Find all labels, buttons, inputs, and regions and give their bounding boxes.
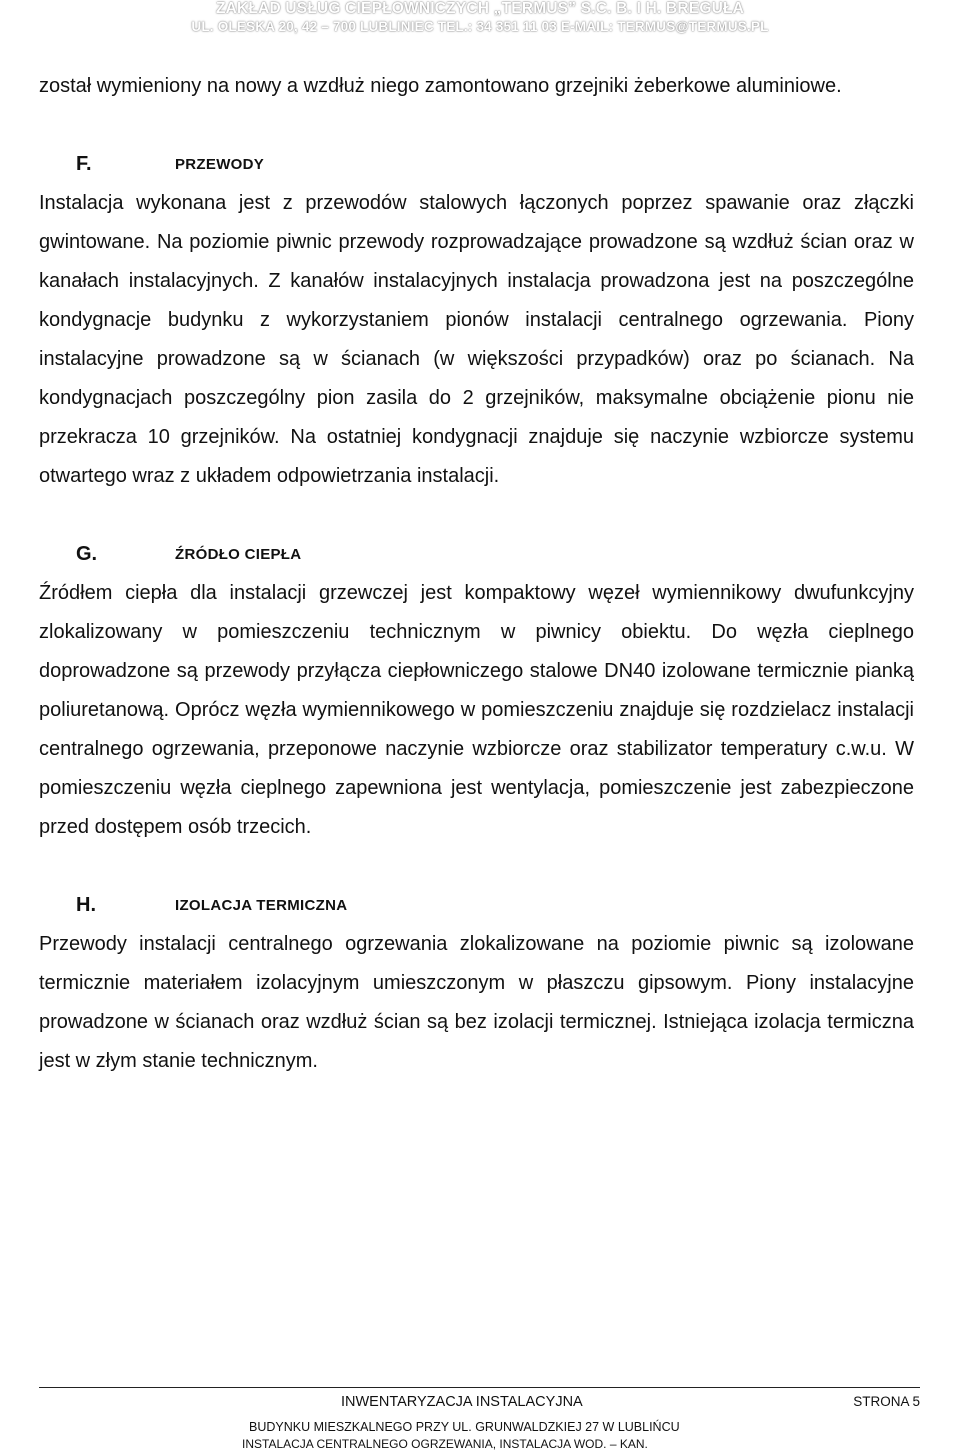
section-h-heading [39,886,914,925]
page-header [0,0,960,36]
section-g-paragraph: Źródłem ciepła dla instalacji grzewczej jest kompaktowy węzeł wymiennikowy dwufunkcyjny zlokalizowany w pomieszczeniu technicznym w piwnicy obiektu. Do węzła cieplnego doprowadzone są przewody przyłącza ciepłowniczego stalowe DN40 izolowane termicznie pianką poliuretanową. Oprócz węzła wymiennikowego w pomieszczeniu znajduje się rozdzielacz instalacji centralnego ogrzewania, przeponowe naczynie wzbiorcze oraz stabilizator temperatury c.w.u. W pomieszczeniu węzła cieplnego zapewniona jest wentylacja, pomieszczenie jest zabezpieczone przed dostępem osób trzecich. [39,582,914,838]
company-name: ZAKŁAD USŁUG CIEPŁOWNICZYCH „TERMUS” S.C. B. I H. BREGUŁA [215,0,745,17]
section-g-heading [39,535,914,574]
section-f-heading [39,145,914,184]
intro-paragraph: został wymieniony na nowy a wzdłuż niego zamontowano grzejniki żeberkowe aluminiowe. [39,75,842,97]
spacer [39,106,914,145]
section-f-title: PRZEWODY [175,156,265,173]
page-footer [39,1387,920,1452]
footer-document-title: INWENTARYZACJA INSTALACYJNA [341,1394,583,1410]
footer-top-row [39,1394,920,1418]
section-h-paragraph: Przewody instalacji centralnego ogrzewania zlokalizowane na poziomie piwnic są izolowane termicznie materiałem izolacyjnym umieszczonym w płaszczu gipsowym. Piony instalacyjne prowadzone w ścianach oraz wzdłuż ścian są bez izolacji termicznej. Istniejąca izolacja termiczna jest w złym stanie technicznym. [39,933,914,1072]
section-h-title: IZOLACJA TERMICZNA [175,897,348,914]
spacer [39,496,914,535]
page-number: STRONA 5 [853,1394,920,1409]
section-h-letter: H. [76,894,96,916]
section-f-paragraph: Instalacja wykonana jest z przewodów stalowych łączonych poprzez spawanie oraz złączki gwintowane. Na poziomie piwnic przewody rozprowadzające prowadzone są wzdłuż ścian oraz w kanałach instalacyjnych. Z kanałów instalacyjnych instalacja prowadzona jest na poszczególne kondygnacje budynku z wykorzystaniem pionów instalacji centralnego ogrzewania. Piony instalacyjne prowadzone są w ścianach (w większości przypadków) oraz po ścianach. Na kondygnacjach poszczególny pion zasila do 2 grzejników, maksymalne obciążenie pionu nie przekracza 10 grzejników. Na ostatniej kondygnacji znajduje się naczynie wzbiorcze systemu otwartego wraz z układem odpowietrzania instalacji. [39,192,914,487]
footer-installation-line: INSTALACJA CENTRALNEGO OGRZEWANIA, INSTALACJA WOD. – KAN. [242,1437,648,1451]
company-contact: UL. OLESKA 20, 42 – 700 LUBLINIEC TEL.: 34 351 11 03 E-MAIL: TERMUS@TERMUS.PL [191,19,769,34]
section-g-title: ŹRÓDŁO CIEPŁA [175,546,302,563]
document-body [39,67,914,1081]
footer-building-line: BUDYNKU MIESZKALNEGO PRZY UL. GRUNWALDZKIEJ 27 W LUBLIŃCU [249,1420,680,1434]
section-g-letter: G. [76,543,98,565]
section-f-letter: F. [76,153,92,175]
spacer [39,847,914,886]
